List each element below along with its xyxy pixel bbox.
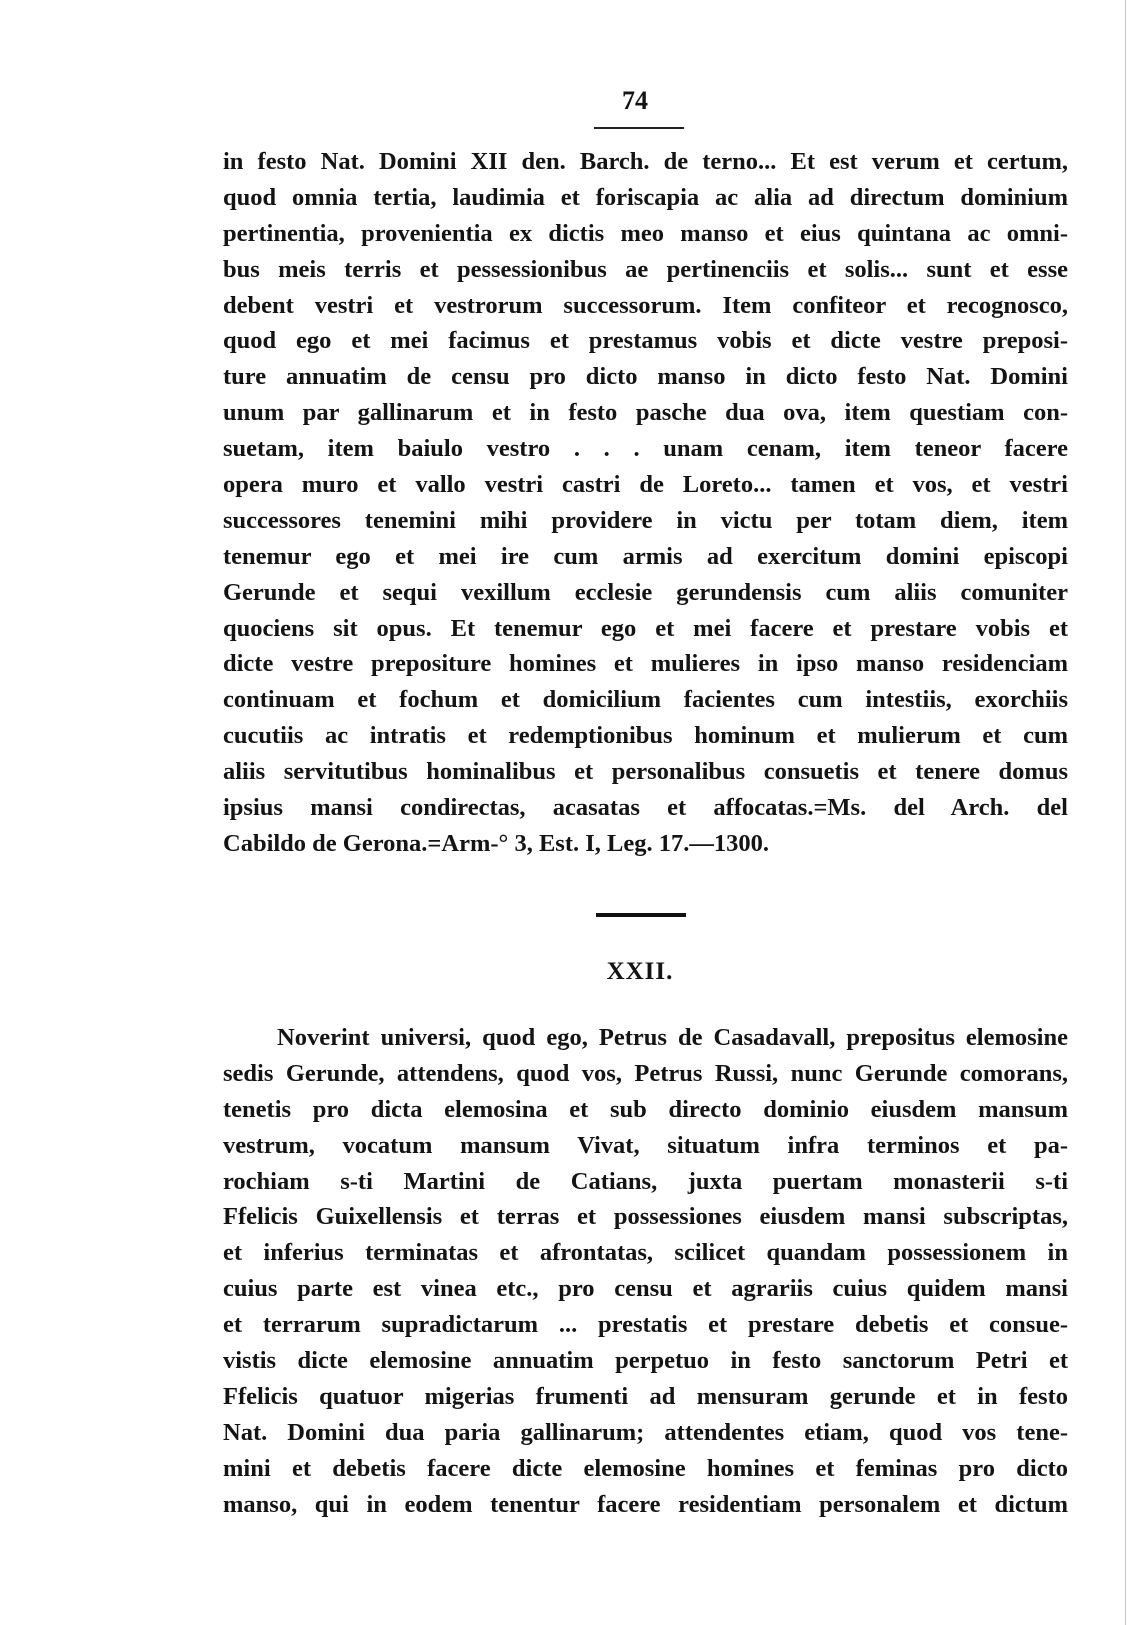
text-line: mini et debetis facere dicte elemosine homines et feminas pro dicto xyxy=(223,1454,1068,1482)
continuation-text xyxy=(223,144,1068,862)
text-line: quod omnia tertia, laudimia et foriscapia ac alia ad directum dominium xyxy=(223,183,1068,211)
text-line: tenetis pro dicta elemosina et sub directo dominio eiusdem mansum xyxy=(223,1095,1068,1123)
text-line: pertinentia, provenientia ex dictis meo manso et eius quintana ac omni- xyxy=(223,219,1068,247)
text-line: Noverint universi, quod ego, Petrus de Casadavall, prepositus elemosine xyxy=(277,1024,1068,1051)
text-line: ture annuatim de censu pro dicto manso in dicto festo Nat. Domini xyxy=(223,363,1068,391)
text-line: successores tenemini mihi providere in victu per totam diem, item xyxy=(223,506,1068,534)
text-line: suetam, item baiulo vestro . . . unam cenam, item teneor facere xyxy=(223,435,1068,463)
text-line: ipsius mansi condirectas, acasatas et affocatas.=Ms. del Arch. del xyxy=(223,794,1068,822)
text-line: cuius parte est vinea etc., pro censu et agrariis cuius quidem mansi xyxy=(223,1275,1068,1303)
text-line: Ffelicis Guixellensis et terras et possessiones eiusdem mansi subscriptas, xyxy=(223,1203,1068,1231)
scan-edge-line xyxy=(1125,0,1126,1625)
text-line: Gerunde et sequi vexillum ecclesie gerundensis cum aliis comuniter xyxy=(223,578,1068,606)
text-line: quociens sit opus. Et tenemur ego et mei facere et prestare vobis et xyxy=(223,614,1068,642)
text-line: sedis Gerunde, attendens, quod vos, Petrus Russi, nunc Gerunde comorans, xyxy=(223,1059,1068,1087)
text-line: quod ego et mei facimus et prestamus vobis et dicte vestre preposi- xyxy=(223,327,1068,355)
text-line: dicte vestre prepositure homines et mulieres in ipso manso residenciam xyxy=(223,650,1068,678)
text-line: cucutiis ac intratis et redemptionibus hominum et mulierum et cum xyxy=(223,722,1068,750)
text-line: bus meis terris et pessessionibus ae pertinenciis et solis... sunt et esse xyxy=(223,255,1068,283)
section-text xyxy=(223,1020,1068,1522)
text-line: aliis servitutibus hominalibus et personalibus consuetis et tenere domus xyxy=(223,758,1068,786)
text-line: in festo Nat. Domini XII den. Barch. de terno... Et est verum et certum, xyxy=(223,148,1068,175)
text-line: et terrarum supradictarum ... prestatis et prestare debetis et consue- xyxy=(223,1311,1068,1339)
section-heading: XXII. xyxy=(606,958,674,985)
page-number-rule xyxy=(594,127,684,129)
text-line: continuam et fochum et domicilium facientes cum intestiis, exorchiis xyxy=(223,686,1068,714)
text-line: rochiam s-ti Martini de Catians, juxta puertam monasterii s-ti xyxy=(223,1167,1068,1195)
text-line: et inferius terminatas et afrontatas, scilicet quandam possessionem in xyxy=(223,1239,1068,1267)
text-line: Nat. Domini dua paria gallinarum; attendentes etiam, quod vos tene- xyxy=(223,1418,1068,1446)
text-line: debent vestri et vestrorum successorum. Item confiteor et recognosco, xyxy=(223,291,1068,319)
text-line: manso, qui in eodem tenentur facere residentiam personalem et dictum xyxy=(223,1490,1068,1518)
text-line: opera muro et vallo vestri castri de Loreto... tamen et vos, et vestri xyxy=(223,471,1068,499)
section-divider xyxy=(596,913,686,917)
text-line: vestrum, vocatum mansum Vivat, situatum infra terminos et pa- xyxy=(223,1131,1068,1159)
text-line: Cabildo de Gerona.=Arm-° 3, Est. I, Leg. 17.—1300. xyxy=(223,829,769,857)
text-line: vistis dicte elemosine annuatim perpetuo in festo sanctorum Petri et xyxy=(223,1347,1068,1375)
text-line: Ffelicis quatuor migerias frumenti ad mensuram gerunde et in festo xyxy=(223,1382,1068,1410)
text-line: tenemur ego et mei ire cum armis ad exercitum domini episcopi xyxy=(223,542,1068,570)
text-line: unum par gallinarum et in festo pasche dua ova, item questiam con- xyxy=(223,399,1068,427)
page-number: 74 xyxy=(622,86,648,115)
